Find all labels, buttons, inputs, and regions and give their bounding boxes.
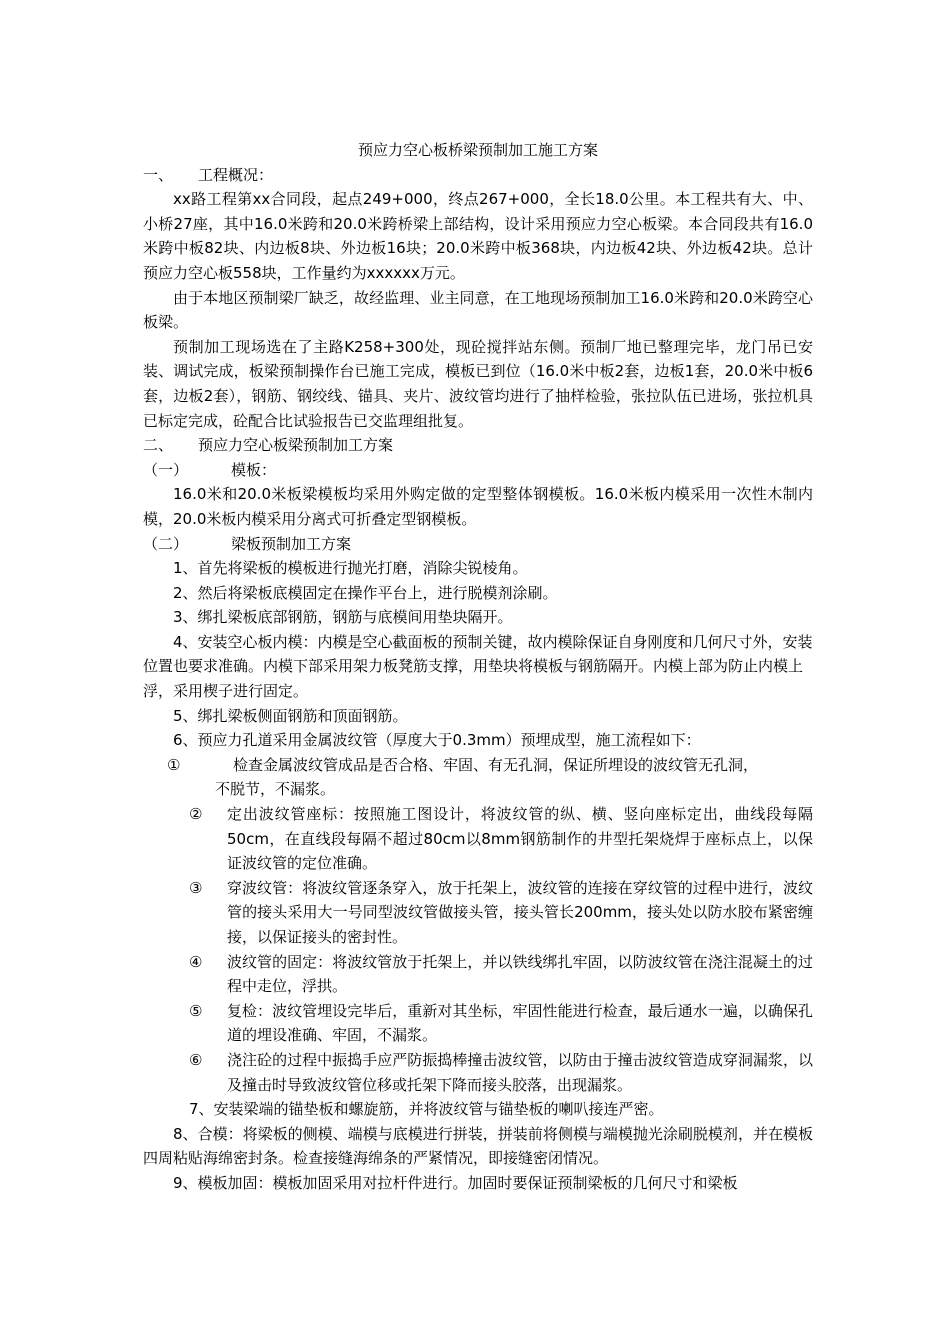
- sub-step-item: [143, 876, 813, 950]
- sub-step-item: [143, 999, 813, 1048]
- section-title: 工程概况：: [198, 165, 274, 184]
- section-heading-overview: [143, 163, 813, 188]
- document-title: 预应力空心板桥梁预制加工施工方案: [357, 141, 598, 159]
- subsection-number: （一）: [143, 460, 189, 479]
- sub-step-marker: ⑥: [189, 1050, 203, 1069]
- step-item: 5、绑扎梁板侧面钢筋和顶面钢筋。: [173, 706, 408, 725]
- step-item: 1、首先将梁板的模板进行抛光打磨，消除尖锐棱角。: [173, 559, 528, 578]
- sub-step-item: [143, 802, 813, 876]
- sub-step-text: 复检：波纹管埋设完毕后，重新对其坐标，牢固性能进行检查，最后通水一遍，以确保孔道的埋设准确、牢固，不漏浆。: [227, 1001, 813, 1045]
- sub-step-text: 浇注砼的过程中振捣手应严防振捣棒撞击波纹管，以防由于撞击波纹管造成穿洞漏浆，以及撞击时导致波纹管位移或托架下降而接头胶落，出现漏浆。: [227, 1050, 813, 1094]
- subsection-title: 模板：: [231, 460, 277, 479]
- section-number: 一、: [143, 165, 174, 184]
- sub-step-item: [143, 950, 813, 999]
- sub-step-marker: ⑤: [189, 1001, 203, 1020]
- sub-step-marker: ①: [167, 755, 181, 774]
- overview-paragraph: 预制加工现场选在了主路K258+300处，现砼搅拌站东侧。预制厂地已整理完毕，龙门吊已安装、调试完成，板梁预制操作台已施工完成，模板已到位（16.0米中板2套，边板1套，20.0米中板6套，边板2套），钢筋、钢绞线、锚具、夹片、波纹管均进行了抽样检验，张拉队伍已进场，张拉机具已标定完成，砼配合比试验报告已交监理组批复。: [143, 337, 813, 430]
- sub-step-item: [143, 753, 813, 802]
- subsection-number: （二）: [143, 534, 189, 553]
- sub-step-text: 检查金属波纹管成品是否合格、牢固、有无孔洞，保证所埋设的波纹管无孔洞，: [233, 755, 759, 774]
- step-item: 4、安装空心板内模：内模是空心截面板的预制关键，故内模除保证自身刚度和几何尺寸外，安装位置也要求准确。内模下部采用架力板凳筋支撑，用垫块将模板与钢筋隔开。内模上部为防止内模上浮，采用楔子进行固定。: [143, 632, 813, 701]
- step-item: 2、然后将梁板底模固定在操作平台上，进行脱模剂涂刷。: [173, 583, 558, 602]
- sub-step-item: [143, 1048, 813, 1097]
- step-item: 6、预应力孔道采用金属波纹管（厚度大于0.3mm）预埋成型，施工流程如下：: [173, 731, 701, 750]
- subsection-title: 梁板预制加工方案: [231, 534, 352, 553]
- step-item: 7、安装梁端的锚垫板和螺旋筋，并将波纹管与锚垫板的喇叭接连严密。: [189, 1100, 664, 1119]
- step-item: 3、绑扎梁板底部钢筋，钢筋与底模间用垫块隔开。: [173, 608, 513, 627]
- subsection-heading-formwork: [143, 458, 813, 483]
- section-heading-plan: [143, 433, 813, 458]
- overview-paragraph: 由于本地区预制梁厂缺乏，故经监理、业主同意，在工地现场预制加工16.0米跨和20.0米跨空心板梁。: [143, 288, 813, 332]
- formwork-paragraph: 16.0米和20.0米板梁模板均采用外购定做的定型整体钢模板。16.0米板内模采用一次性木制内模，20.0米板内模采用分离式可折叠定型钢模板。: [143, 485, 813, 528]
- step-item: 9、模板加固：模板加固采用对拉杆件进行。加固时要保证预制梁板的几何尺寸和梁板: [173, 1173, 738, 1192]
- sub-step-marker: ③: [189, 878, 203, 897]
- sub-step-marker: ②: [189, 805, 203, 824]
- overview-paragraph: xx路工程第xx合同段，起点249+000，终点267+000，全长18.0公里。本工程共有大、中、小桥27座，其中16.0米跨和20.0米跨桥梁上部结构，设计采用预应力空心板梁。本合同段共有16.0米跨中板82块、内边板8块、外边板16块；20.0米跨中板368块，内边板42块、外边板42块。总计预应力空心板558块，工作量约为xxxxxx万元。: [143, 190, 813, 282]
- document-body: [143, 138, 813, 1196]
- step-item: 8、合模：将梁板的侧模、端模与底模进行拼装，拼装前将侧模与端模抛光涂刷脱模剂，并在模板四周粘贴海绵密封条。检查接缝海绵条的严紧情况，即接缝密闭情况。: [143, 1124, 813, 1168]
- sub-step-text: 穿波纹管：将波纹管逐条穿入，放于托架上，波纹管的连接在穿纹管的过程中进行，波纹管的接头采用大一号同型波纹管做接头管，接头管长200mm，接头处以防水胶布紧密缠接，以保证接头的密封性。: [227, 878, 813, 946]
- section-title: 预应力空心板梁预制加工方案: [198, 436, 394, 455]
- sub-step-continuation: 不脱节，不漏浆。: [215, 780, 336, 799]
- section-number: 二、: [143, 436, 174, 455]
- sub-step-text: 波纹管的固定：将波纹管放于托架上，并以铁线绑扎牢固，以防波纹管在浇注混凝土的过程中走位，浮拱。: [227, 952, 813, 996]
- subsection-heading-prefab: [143, 532, 813, 557]
- sub-step-text: 定出波纹管座标：按照施工图设计，将波纹管的纵、横、竖向座标定出，曲线段每隔50cm，在直线段每隔不超过80cm以8mm钢筋制作的井型托架烧焊于座标点上，以保证波纹管的定位准确。: [227, 805, 813, 873]
- sub-step-marker: ④: [189, 952, 203, 971]
